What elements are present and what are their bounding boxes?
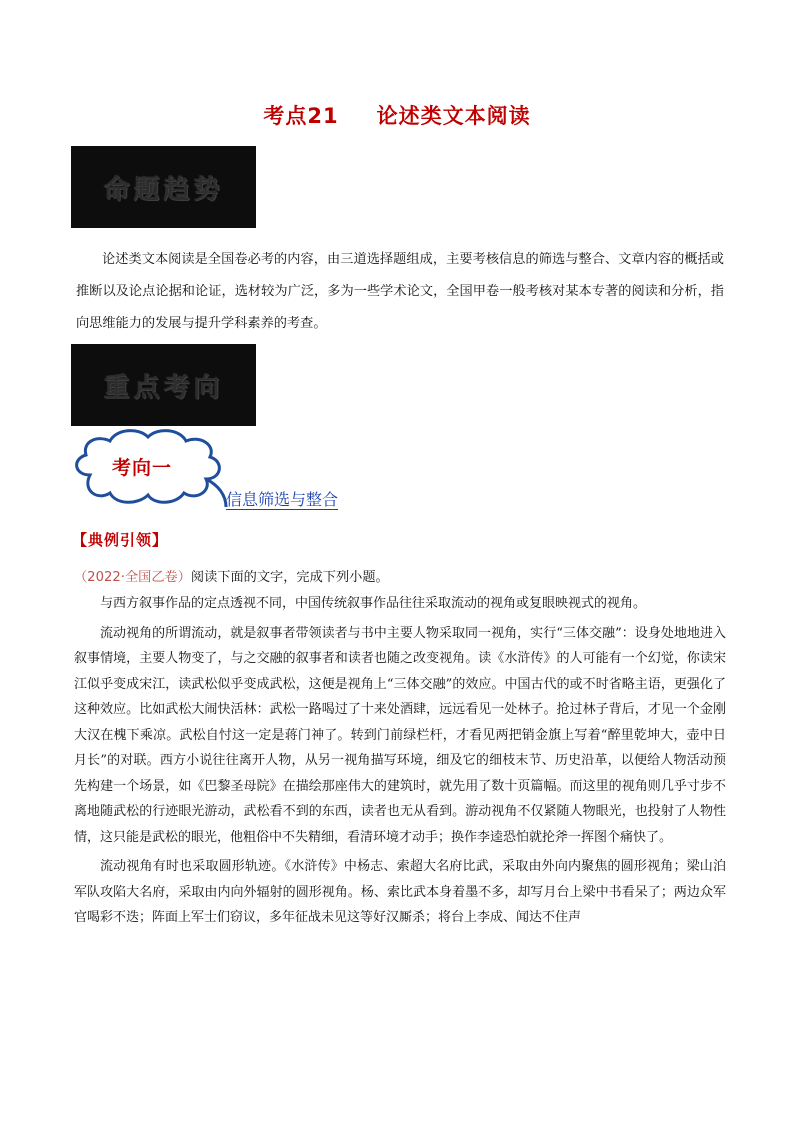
instruction-text: 阅读下面的文字，完成下列小题。 <box>190 570 389 585</box>
banner-focus-label: 重点考向 <box>103 372 224 403</box>
title-label: 考点21 <box>263 104 339 128</box>
passage-paragraph: 与西方叙事作品的定点透视不同，中国传统叙事作品往往采取流动的视角或复眼映视式的视角。 <box>100 596 647 611</box>
passage-paragraph: 流动视角的所谓流动，就是叙事者带领读者与书中主要人物采取同一视角，实行“三体交融”：设身处地地进入叙事情境，主要人物变了，与之交融的叙事者和读者也随之改变视角。读《水浒传》的人可能有一个幻觉，你读宋江似乎变成宋江，读武松似乎变成武松，这便是视角上“三体交融”的效应。中国古代的或不时省略主语，更强化了这种效应。比如武松大闹快活林：武松一路喝过了十来处酒肆，远远看见一处林子。抢过林子背后，才见一个金刚大汉在槐下乘凉。武松自忖这一定是蒋门神了。转到门前绿栏杆，才看见两把销金旗上写着“醉里乾坤大，壶中日月长”的对联。西方小说往往离开人物，从另一视角描写环境，细及它的细枝末节、历史沿革，以便给人物活动预先构建一个场景，如《巴黎圣母院》在描绘那座伟大的建筑时，就先用了数十页篇幅。而这里的视角则几乎寸步不离地随武松的行迹眼光游动，武松看不到的东西，读者也无从看到。游动视角不仅紧随人物眼光，也投射了人物性情，这只能是武松的眼光，他粗俗中不失精细，看清环境才动手；换作李逵恐怕就抡斧一挥图个痛快了。 <box>74 625 726 845</box>
source-line <box>74 566 389 585</box>
passage-paragraph: 流动视角有时也采取圆形轨迹。《水浒传》中杨志、索超大名府比武，采取由外向内聚焦的圆形视角；梁山泊军队攻陷大名府，采取由内向外辐射的圆形视角。杨、索比武本身着墨不多，却写月台上梁中书看呆了；两边众军官喝彩不迭；阵面上军士们窃议，多年征战未见这等好汉厮杀；将台上李成、闻达不住声 <box>74 859 726 925</box>
source-tag: （2022·全国乙卷） <box>74 570 191 585</box>
title-topic: 论述类文本阅读 <box>376 104 531 128</box>
banner-trend-label: 命题趋势 <box>103 174 224 205</box>
banner-focus <box>71 344 256 426</box>
example-label: 【典例引领】 <box>72 531 169 549</box>
section-badge <box>68 425 228 509</box>
intro-paragraph: 论述类文本阅读是全国卷必考的内容，由三道选择题组成，主要考核信息的筛选与整合、文章内容的概括或推断以及论点论据和论证，选材较为广泛，多为一些学术论文，全国甲卷一般考核对某本专著的阅读和分析，指向思维能力的发展与提升学科素养的考查。 <box>76 252 724 331</box>
reading-passage <box>74 591 726 931</box>
page-title <box>0 100 794 130</box>
section-heading: 信息筛选与整合 <box>226 490 339 509</box>
section-badge-label: 考向一 <box>111 457 172 479</box>
banner-trend <box>71 146 256 228</box>
